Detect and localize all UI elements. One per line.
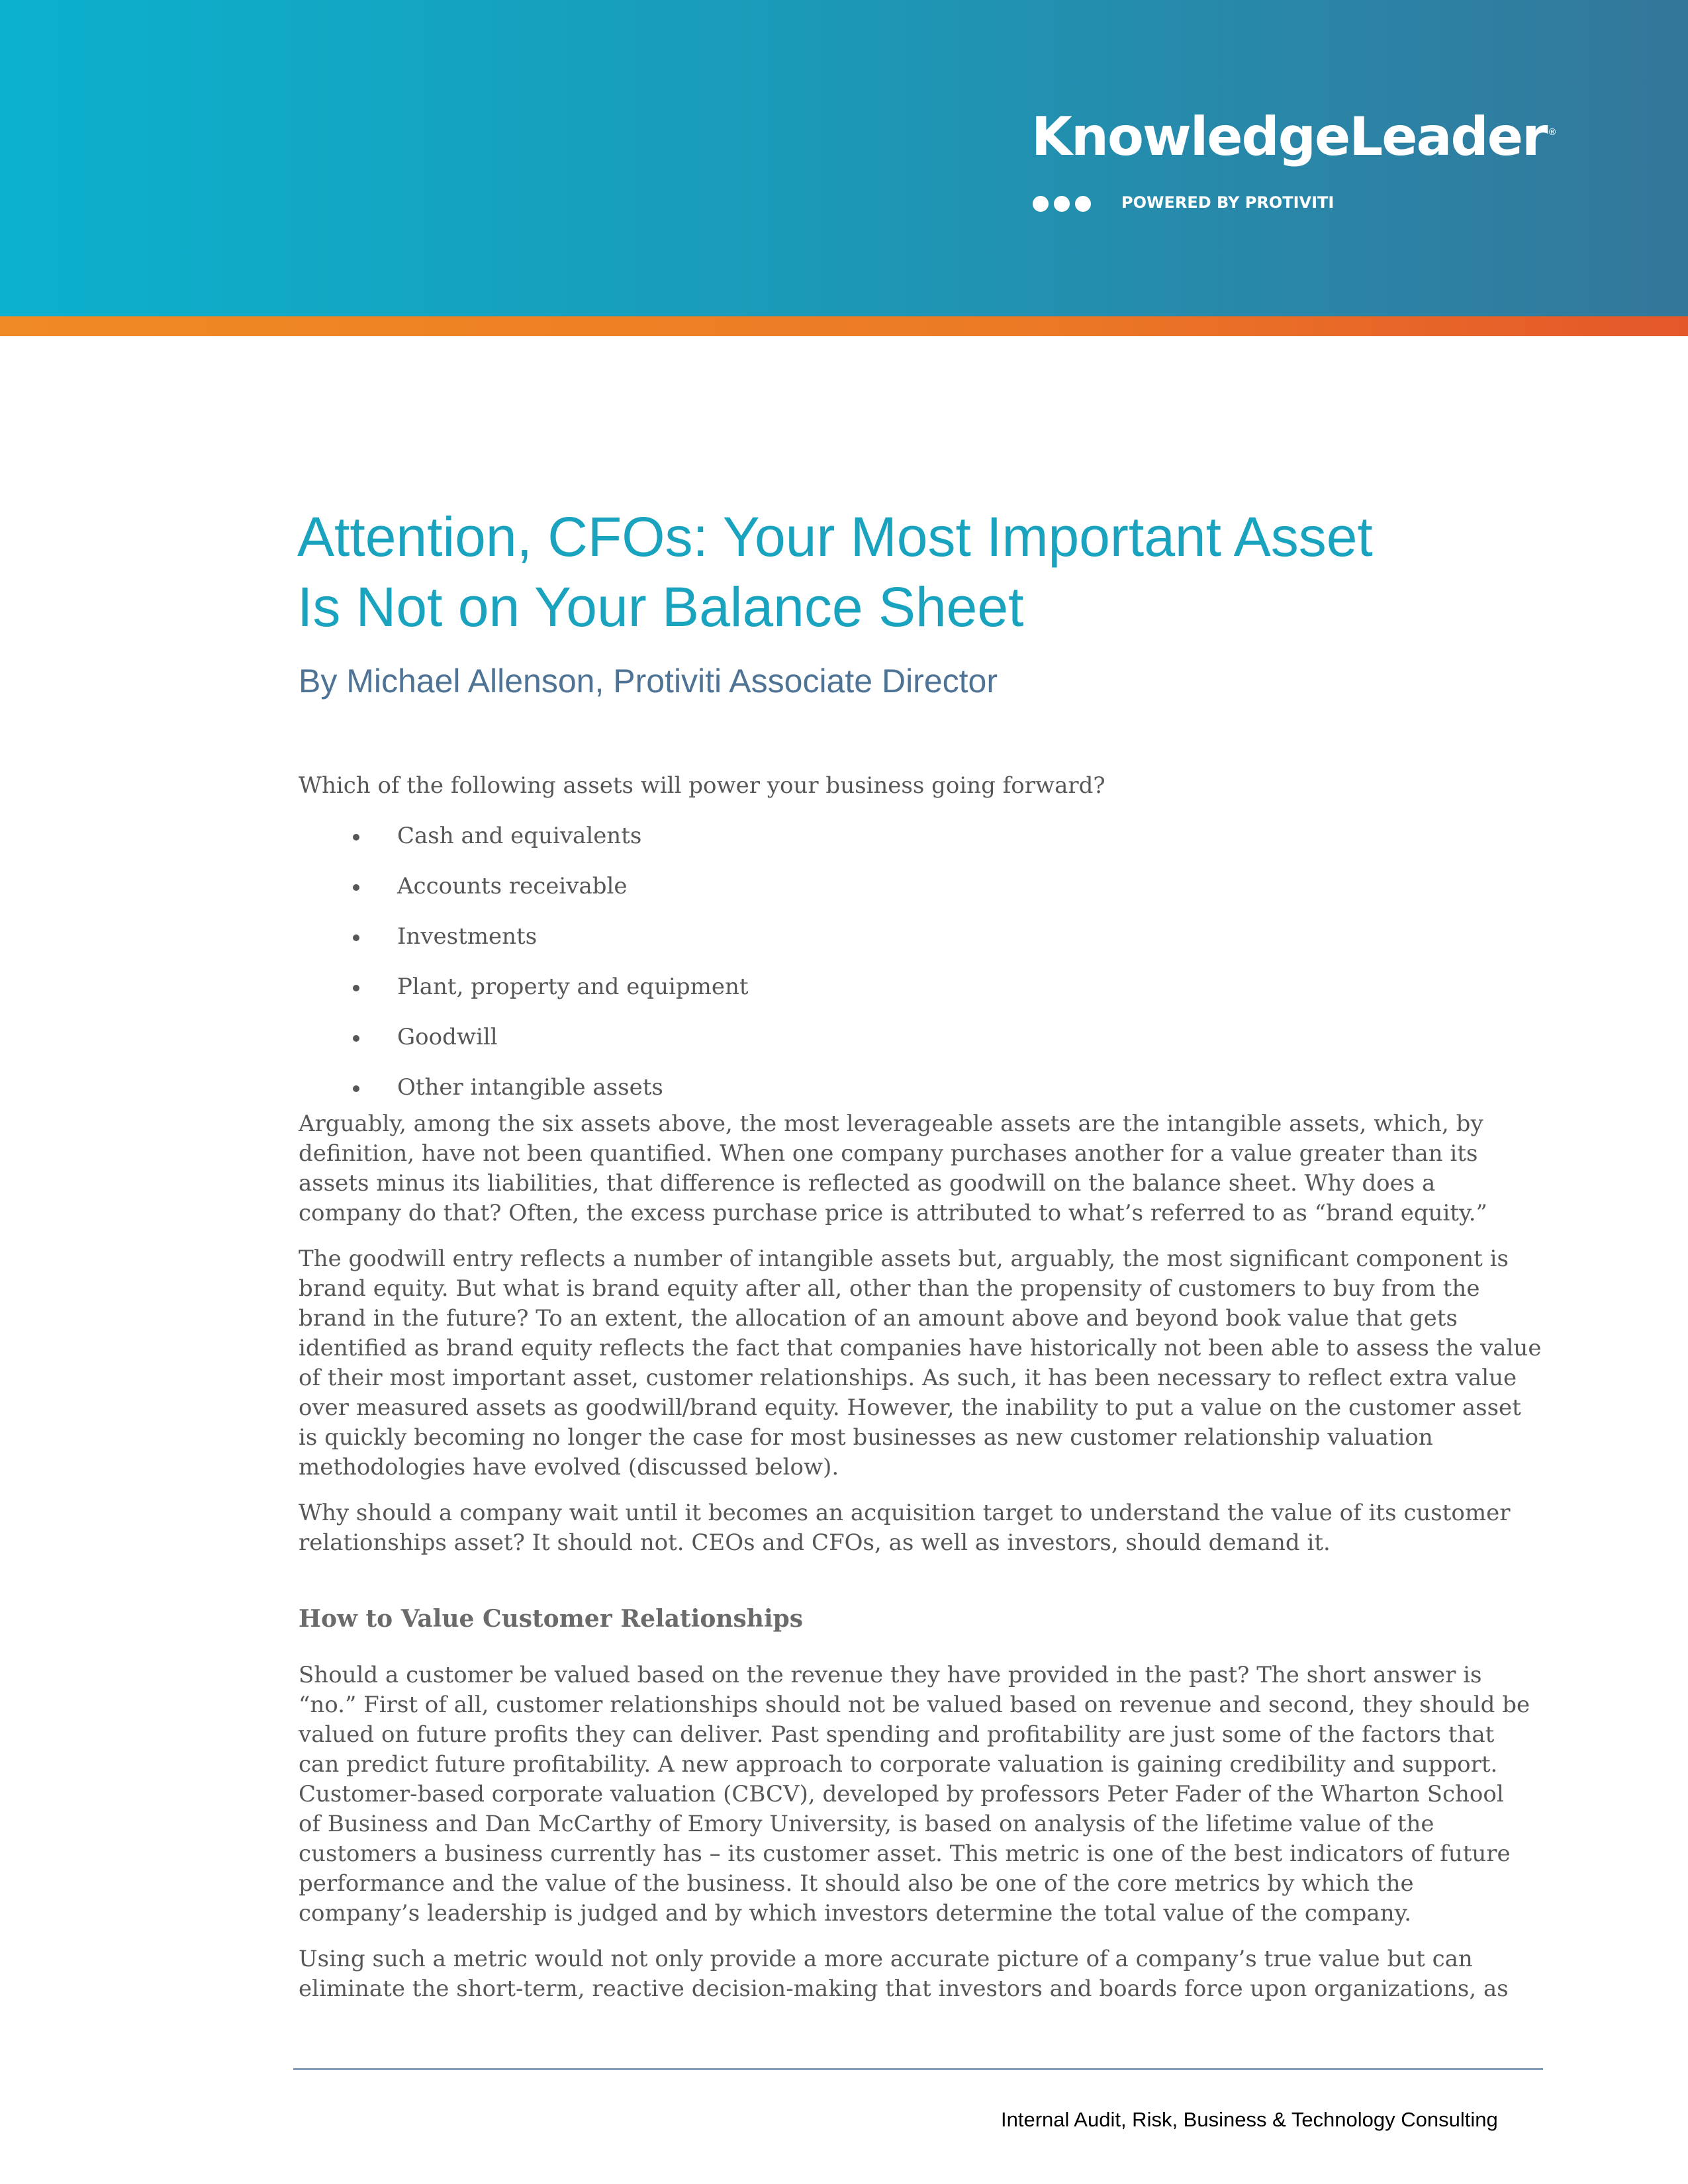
- paragraph-metric: Using such a metric would not only provide a more accurate picture of a company’s true value but can eliminate the short-term, reactive decision-making that investors and boards force upon organizations, as: [299, 1946, 1509, 2002]
- bullet-icon: [353, 834, 359, 841]
- paragraph-goodwill-intro: Arguably, among the six assets above, the most leverageable assets are the intangible assets, which, by definition, have not been quantified. When one company purchases another for a value greater than its assets minus its liabilities, that difference is reflected as goodwill on the balance sheet. Why does a company do that? Often, the excess purchase price is attributed to what’s referred to as “brand equity.”: [299, 1111, 1487, 1226]
- logo-tagline: POWERED BY PROTIVITI: [1121, 193, 1335, 212]
- list-item: Plant, property and equipment: [299, 952, 1553, 1002]
- paragraph-acquisition: Why should a company wait until it becomes an acquisition target to understand the value of its customer relationships asset? It should not. CEOs and CFOs, as well as investors, should demand it.: [299, 1500, 1511, 1556]
- footer-divider: [293, 2068, 1543, 2070]
- title-line-1: Attention, CFOs: Your Most Important Asset: [297, 506, 1373, 568]
- asset-list: [299, 801, 1553, 1103]
- list-item: Cash and equivalents: [299, 801, 1553, 851]
- footer-text: Internal Audit, Risk, Business & Technology Consulting: [1001, 2108, 1498, 2131]
- logo-registered-mark: ®: [1548, 127, 1557, 138]
- bullet-icon: [353, 985, 359, 991]
- list-item: Accounts receivable: [299, 851, 1553, 901]
- knowledgeleader-logo: KnowledgeLeader: [1031, 106, 1547, 167]
- paragraph-brand-equity: The goodwill entry reflects a number of intangible assets but, arguably, the most significant component is brand equity. But what is brand equity after all, other than the propensity of customers to buy from the brand in the future? To an extent, the allocation of an amount above and beyond book value that gets identified as brand equity reflects the fact that companies have historically not been able to assess the value of their most important asset, customer relationships. As such, it has been necessary to reflect extra value over measured assets as goodwill/brand equity. However, the inability to put a value on the customer asset is quickly becoming no longer the case for most businesses as new customer relationship valuation methodologies have evolved (discussed below).: [299, 1246, 1542, 1480]
- bullet-icon: [353, 1085, 359, 1092]
- bullet-icon: [353, 934, 359, 941]
- intro-question: Which of the following assets will power your business going forward?: [299, 772, 1105, 799]
- title-line-2: Is Not on Your Balance Sheet: [297, 576, 1024, 638]
- logo-dots-icon: [1033, 196, 1096, 212]
- list-item: Investments: [299, 901, 1553, 952]
- bullet-icon: [353, 1035, 359, 1042]
- list-item: Goodwill: [299, 1002, 1553, 1052]
- bullet-icon: [353, 884, 359, 891]
- paragraph-valuation: Should a customer be valued based on the revenue they have provided in the past? The short answer is “no.” First of all, customer relationships should not be valued based on revenue and second, they should be valued on future profits they can deliver. Past spending and profitability are just some of the factors that can predict future profitability. A new approach to corporate valuation is gaining credibility and support. Customer-based corporate valuation (CBCV), developed by professors Peter Fader of the Wharton School of Business and Dan McCarthy of Emory University, is based on analysis of the lifetime value of the customers a business currently has – its customer asset. This metric is one of the best indicators of future performance and the value of the business. It should also be one of the core metrics by which the company’s leadership is judged and by which investors determine the total value of the company.: [299, 1662, 1530, 1927]
- article-body: [299, 771, 1553, 2004]
- section-heading: How to Value Customer Relationships: [299, 1605, 804, 1633]
- author-byline: By Michael Allenson, Protiviti Associate Director: [299, 662, 998, 700]
- page-title: [297, 502, 1555, 642]
- list-item: Other intangible assets: [299, 1052, 1553, 1103]
- header-accent-bar: [0, 316, 1688, 336]
